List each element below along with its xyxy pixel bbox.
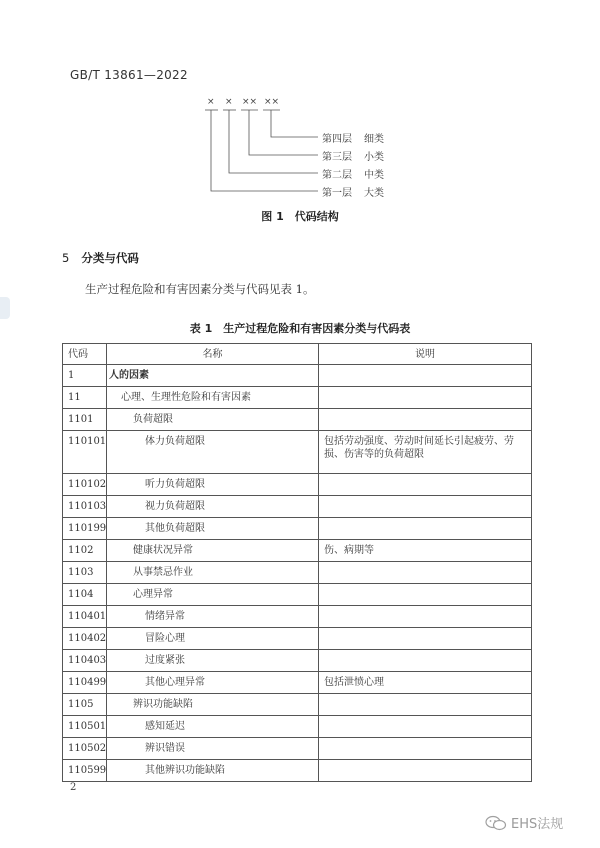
cell-code: 110501 bbox=[63, 716, 107, 738]
cell-code: 1103 bbox=[63, 562, 107, 584]
code-mark-2: × bbox=[225, 97, 233, 107]
level-1-label: 第一层 bbox=[322, 188, 352, 199]
table-row bbox=[63, 760, 532, 782]
table-row bbox=[63, 518, 532, 540]
table-row bbox=[63, 650, 532, 672]
cell-name: 情绪异常 bbox=[107, 606, 319, 628]
table-row bbox=[63, 409, 532, 431]
table-row bbox=[63, 431, 532, 474]
cell-note: 包括劳动强度、劳动时间延长引起疲劳、劳损、伤害等的负荷超限 bbox=[319, 431, 532, 474]
cell-note bbox=[319, 606, 532, 628]
section-title: 分类与代码 bbox=[81, 251, 139, 265]
table-row bbox=[63, 672, 532, 694]
cell-name: 从事禁忌作业 bbox=[107, 562, 319, 584]
cell-code: 110502 bbox=[63, 738, 107, 760]
cell-code: 110199 bbox=[63, 518, 107, 540]
table-row bbox=[63, 387, 532, 409]
figure-caption: 图 1 代码结构 bbox=[261, 210, 339, 223]
cell-code: 110103 bbox=[63, 496, 107, 518]
table-row bbox=[63, 474, 532, 496]
cell-note bbox=[319, 694, 532, 716]
cell-code: 110401 bbox=[63, 606, 107, 628]
side-tab bbox=[0, 297, 10, 319]
cell-name: 视力负荷超限 bbox=[107, 496, 319, 518]
cell-name: 冒险心理 bbox=[107, 628, 319, 650]
cell-name: 其他辨识功能缺陷 bbox=[107, 760, 319, 782]
cell-name: 负荷超限 bbox=[107, 409, 319, 431]
table-row bbox=[63, 628, 532, 650]
cell-note bbox=[319, 474, 532, 496]
code-structure-diagram bbox=[0, 0, 600, 230]
cell-name: 感知延迟 bbox=[107, 716, 319, 738]
cell-note: 伤、病期等 bbox=[319, 540, 532, 562]
table-row bbox=[63, 562, 532, 584]
table-row bbox=[63, 496, 532, 518]
cell-name: 心理异常 bbox=[107, 584, 319, 606]
classification-table bbox=[62, 343, 532, 782]
connector-level-2 bbox=[229, 110, 318, 173]
level-3-category: 小类 bbox=[364, 152, 384, 163]
cell-code: 1104 bbox=[63, 584, 107, 606]
cell-note bbox=[319, 584, 532, 606]
connector-level-4 bbox=[271, 110, 318, 137]
level-4-category: 细类 bbox=[364, 134, 384, 145]
cell-code: 110402 bbox=[63, 628, 107, 650]
cell-code: 1102 bbox=[63, 540, 107, 562]
level-2-label: 第二层 bbox=[322, 170, 352, 181]
code-mark-1: × bbox=[207, 97, 215, 107]
section-number: 5 bbox=[62, 251, 70, 265]
watermark bbox=[485, 813, 563, 832]
cell-code: 1105 bbox=[63, 694, 107, 716]
level-4-label: 第四层 bbox=[322, 134, 352, 145]
cell-note bbox=[319, 716, 532, 738]
cell-name: 其他心理异常 bbox=[107, 672, 319, 694]
cell-name: 心理、生理性危险和有害因素 bbox=[107, 387, 319, 409]
cell-note bbox=[319, 628, 532, 650]
table-row bbox=[63, 365, 532, 387]
connector-level-3 bbox=[249, 110, 318, 155]
diagram-lines bbox=[0, 0, 600, 230]
cell-note bbox=[319, 409, 532, 431]
cell-name: 体力负荷超限 bbox=[107, 431, 319, 474]
header-code: 代码 bbox=[63, 344, 107, 365]
cell-name: 过度紧张 bbox=[107, 650, 319, 672]
cell-note: 包括泄愤心理 bbox=[319, 672, 532, 694]
table-row bbox=[63, 540, 532, 562]
cell-note bbox=[319, 562, 532, 584]
cell-name: 辨识功能缺陷 bbox=[107, 694, 319, 716]
cell-name: 听力负荷超限 bbox=[107, 474, 319, 496]
cell-name: 健康状况异常 bbox=[107, 540, 319, 562]
table-row bbox=[63, 738, 532, 760]
level-3-label: 第三层 bbox=[322, 152, 352, 163]
watermark-text: EHS法规 bbox=[511, 817, 564, 832]
cell-note bbox=[319, 387, 532, 409]
section-paragraph: 生产过程危险和有害因素分类与代码见表 1。 bbox=[85, 282, 315, 296]
cell-code: 110101 bbox=[63, 431, 107, 474]
cell-note bbox=[319, 518, 532, 540]
standard-code: GB/T 13861—2022 bbox=[70, 68, 188, 82]
level-1-category: 大类 bbox=[364, 188, 384, 199]
cell-note bbox=[319, 738, 532, 760]
code-mark-4: ×× bbox=[264, 97, 280, 107]
section-heading bbox=[62, 250, 139, 266]
level-2-category: 中类 bbox=[364, 170, 384, 181]
table-row bbox=[63, 584, 532, 606]
cell-code: 11 bbox=[63, 387, 107, 409]
cell-code: 110499 bbox=[63, 672, 107, 694]
cell-code: 1 bbox=[63, 365, 107, 387]
table-body bbox=[63, 365, 532, 782]
cell-note bbox=[319, 650, 532, 672]
code-mark-3: ×× bbox=[242, 97, 258, 107]
header-note: 说明 bbox=[319, 344, 532, 365]
cell-code: 110599 bbox=[63, 760, 107, 782]
cell-code: 110403 bbox=[63, 650, 107, 672]
cell-note bbox=[319, 496, 532, 518]
cell-name: 辨识错误 bbox=[107, 738, 319, 760]
header-name: 名称 bbox=[107, 344, 319, 365]
cell-name: 其他负荷超限 bbox=[107, 518, 319, 540]
cell-code: 1101 bbox=[63, 409, 107, 431]
table-header-row bbox=[63, 344, 532, 365]
cell-code: 110102 bbox=[63, 474, 107, 496]
connector-level-1 bbox=[211, 110, 318, 191]
page-number: 2 bbox=[70, 782, 77, 793]
cell-name: 人的因素 bbox=[107, 365, 319, 387]
table-row bbox=[63, 716, 532, 738]
wechat-icon bbox=[485, 815, 507, 831]
table-row bbox=[63, 694, 532, 716]
table-row bbox=[63, 606, 532, 628]
cell-note bbox=[319, 365, 532, 387]
cell-note bbox=[319, 760, 532, 782]
table-caption: 表 1 生产过程危险和有害因素分类与代码表 bbox=[189, 322, 411, 335]
